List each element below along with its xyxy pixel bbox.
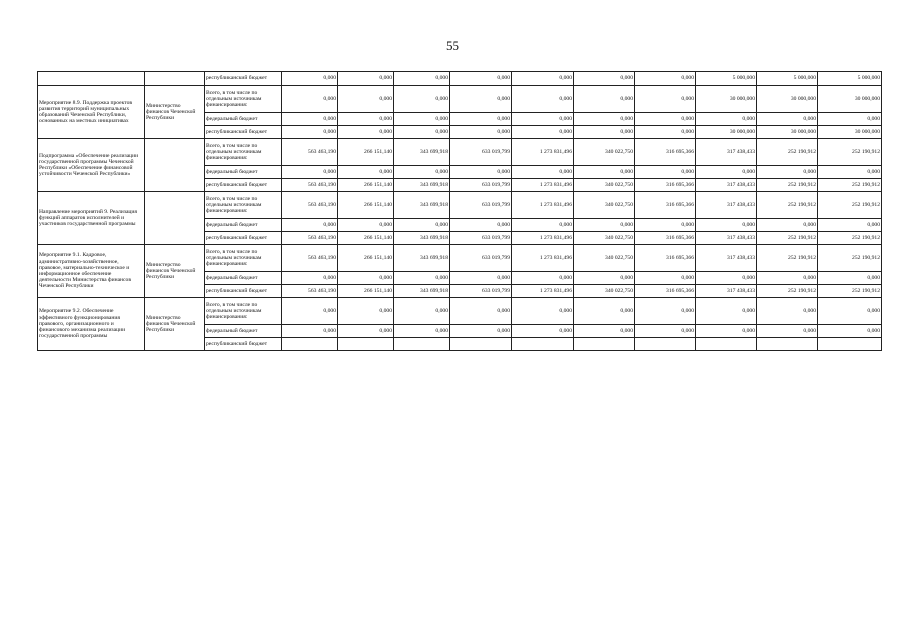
cell-value: 30 000,000 [696,126,757,139]
cell-value: 0,000 [338,166,394,179]
cell-value: 563 463,190 [282,245,338,272]
cell-value: 0,000 [818,298,882,325]
cell-value: 252 190,912 [818,179,882,192]
cell-value: 30 000,000 [696,86,757,113]
cell-value: 0,000 [394,325,450,338]
cell-value: 0,000 [338,325,394,338]
table-row [38,245,882,272]
cell-value: 0,000 [635,166,696,179]
cell-value: 0,000 [394,298,450,325]
cell-value: 633 019,799 [450,245,512,272]
cell-value: 563 463,190 [282,139,338,166]
cell-executor [145,192,205,245]
cell-value: 0,000 [338,272,394,285]
cell-value: 316 695,366 [635,139,696,166]
cell-value: 343 699,918 [394,192,450,219]
table-row [38,72,882,86]
cell-value: 0,000 [696,298,757,325]
cell-value [512,338,574,351]
cell-source: республиканский бюджет [205,285,282,298]
cell-value: 252 190,912 [818,192,882,219]
cell-value: 0,000 [574,219,635,232]
cell-value: 0,000 [282,272,338,285]
cell-value: 1 273 831,496 [512,192,574,219]
cell-value: 317 438,433 [696,285,757,298]
page-number: 55 [446,38,459,53]
cell-source: республиканский бюджет [205,126,282,139]
cell-value: 266 151,140 [338,285,394,298]
cell-value: 317 438,433 [696,245,757,272]
cell-value: 0,000 [394,126,450,139]
cell-value: 0,000 [282,166,338,179]
cell-source: федеральный бюджет [205,113,282,126]
cell-value: 633 019,799 [450,192,512,219]
cell-value: 0,000 [394,86,450,113]
cell-value: 0,000 [450,72,512,86]
cell-value: 0,000 [696,113,757,126]
cell-value: 0,000 [282,72,338,86]
cell-value: 1 273 831,496 [512,232,574,245]
cell-value: 0,000 [282,219,338,232]
cell-value: 5 000,000 [818,72,882,86]
cell-value: 633 019,799 [450,179,512,192]
cell-value: 0,000 [394,113,450,126]
cell-value: 343 699,918 [394,179,450,192]
cell-name [38,72,145,86]
cell-value: 252 190,912 [818,139,882,166]
cell-source: федеральный бюджет [205,272,282,285]
cell-value: 0,000 [512,166,574,179]
cell-name: Мероприятие 8.9. Поддержка проектов развития территорий муниципальных образований Чеченской Республики, основанных на местных инициативах [38,86,145,139]
table-row [38,86,882,113]
cell-executor: Министерство финансов Чеченской Республики [145,245,205,298]
cell-source: федеральный бюджет [205,325,282,338]
cell-value: 252 190,912 [757,245,818,272]
cell-executor [145,139,205,192]
cell-value [338,338,394,351]
cell-value: 340 022,750 [574,285,635,298]
cell-value: 0,000 [394,72,450,86]
cell-value: 0,000 [338,72,394,86]
cell-value: 266 151,140 [338,232,394,245]
budget-table [37,71,882,351]
cell-value: 0,000 [574,72,635,86]
budget-body [38,72,882,351]
cell-value: 0,000 [450,219,512,232]
table-row [38,139,882,166]
cell-source: республиканский бюджет [205,72,282,86]
cell-value: 30 000,000 [818,126,882,139]
cell-value: 0,000 [282,86,338,113]
cell-value: 1 273 831,496 [512,139,574,166]
cell-value: 0,000 [635,126,696,139]
cell-value: 563 463,190 [282,285,338,298]
cell-value: 0,000 [757,166,818,179]
cell-value: 266 151,140 [338,192,394,219]
cell-value: 252 190,912 [818,232,882,245]
cell-value: 0,000 [635,298,696,325]
cell-value: 0,000 [512,298,574,325]
cell-value [450,338,512,351]
cell-value: 0,000 [696,166,757,179]
cell-name: Мероприятие 9.2. Обеспечение эффективного функционирования правового, организационного и финансового механизма реализации государственной программы [38,298,145,351]
cell-value: 0,000 [696,325,757,338]
cell-value: 5 000,000 [757,72,818,86]
cell-value: 0,000 [757,298,818,325]
cell-value: 0,000 [512,72,574,86]
cell-value: 0,000 [394,166,450,179]
cell-value: 0,000 [512,325,574,338]
cell-value: 317 438,433 [696,192,757,219]
cell-value: 343 699,918 [394,139,450,166]
cell-value: 0,000 [282,126,338,139]
cell-value [574,338,635,351]
cell-value: 343 699,918 [394,285,450,298]
cell-value: 0,000 [635,113,696,126]
cell-value [282,338,338,351]
cell-value: 0,000 [450,272,512,285]
cell-value: 0,000 [696,272,757,285]
cell-value [818,338,882,351]
cell-value: 252 190,912 [757,179,818,192]
cell-value: 340 022,750 [574,192,635,219]
cell-value: 0,000 [635,272,696,285]
cell-value: 0,000 [338,126,394,139]
cell-value: 0,000 [450,113,512,126]
cell-value: 316 695,366 [635,245,696,272]
cell-value: 317 438,433 [696,232,757,245]
cell-value: 5 000,000 [696,72,757,86]
cell-executor: Министерство финансов Чеченской Республики [145,86,205,139]
cell-value: 0,000 [512,113,574,126]
cell-value: 343 699,918 [394,245,450,272]
cell-value: 0,000 [818,325,882,338]
cell-value: 0,000 [338,298,394,325]
cell-value: 316 695,366 [635,232,696,245]
cell-value [635,338,696,351]
cell-value: 0,000 [635,86,696,113]
cell-value: 0,000 [818,219,882,232]
cell-source: республиканский бюджет [205,179,282,192]
cell-value: 266 151,140 [338,139,394,166]
cell-value: 0,000 [635,325,696,338]
cell-value: 563 463,190 [282,179,338,192]
cell-value: 0,000 [282,113,338,126]
cell-value: 252 190,912 [818,245,882,272]
cell-value: 0,000 [338,86,394,113]
cell-value: 0,000 [574,86,635,113]
table-row [38,192,882,219]
cell-executor [145,72,205,86]
cell-value: 0,000 [338,219,394,232]
table-row [38,298,882,325]
cell-value: 0,000 [574,166,635,179]
cell-value: 343 699,918 [394,232,450,245]
cell-name: Подпрограмма «Обеспечение реализации государственной программы Чеченской Республики «Обеспечение финансовой устойчивости Чеченской Республики» [38,139,145,192]
cell-value: 0,000 [574,272,635,285]
cell-value: 0,000 [450,166,512,179]
cell-value [757,338,818,351]
cell-value: 0,000 [818,272,882,285]
cell-value: 0,000 [757,272,818,285]
cell-value: 0,000 [818,166,882,179]
cell-value: 0,000 [757,325,818,338]
cell-value: 0,000 [450,298,512,325]
cell-value: 340 022,750 [574,139,635,166]
cell-value: 252 190,912 [757,139,818,166]
cell-source: федеральный бюджет [205,219,282,232]
cell-value: 0,000 [757,219,818,232]
cell-value: 0,000 [338,113,394,126]
cell-source: федеральный бюджет [205,166,282,179]
cell-value: 0,000 [282,298,338,325]
cell-value: 0,000 [394,272,450,285]
cell-value: 30 000,000 [818,86,882,113]
cell-value: 0,000 [282,325,338,338]
cell-value: 0,000 [450,325,512,338]
cell-value: 0,000 [512,219,574,232]
cell-value: 340 022,750 [574,179,635,192]
cell-value: 1 273 831,496 [512,245,574,272]
cell-source: Всего, в том числе по отдельным источникам финансирования: [205,192,282,219]
cell-value: 0,000 [574,298,635,325]
cell-value: 0,000 [512,272,574,285]
cell-value: 0,000 [757,113,818,126]
cell-value: 563 463,190 [282,192,338,219]
cell-value: 30 000,000 [757,86,818,113]
cell-value: 317 438,433 [696,179,757,192]
cell-value: 563 463,190 [282,232,338,245]
cell-source: республиканский бюджет [205,338,282,351]
cell-value: 252 190,912 [757,285,818,298]
cell-value: 266 151,140 [338,179,394,192]
cell-value [394,338,450,351]
cell-value: 0,000 [574,113,635,126]
cell-source: Всего, в том числе по отдельным источникам финансирования: [205,245,282,272]
cell-name: Мероприятие 9.1. Кадровое, административно-хозяйственное, правовое, материально-техническое и информационное обеспечение деятельности Министерства финансов Чеченской Республики [38,245,145,298]
cell-value: 316 695,366 [635,285,696,298]
cell-value: 340 022,750 [574,232,635,245]
cell-value: 633 019,799 [450,139,512,166]
cell-value: 252 190,912 [757,192,818,219]
cell-value: 0,000 [450,126,512,139]
cell-value: 252 190,912 [757,232,818,245]
cell-source: Всего, в том числе по отдельным источникам финансирования: [205,86,282,113]
cell-value: 266 151,140 [338,245,394,272]
cell-value: 0,000 [512,86,574,113]
cell-value: 340 022,750 [574,245,635,272]
cell-value: 30 000,000 [757,126,818,139]
cell-name: Направление мероприятий 9. Реализация функций аппаратов исполнителей и участников государственной программы [38,192,145,245]
cell-value: 1 273 831,496 [512,179,574,192]
cell-value: 0,000 [635,219,696,232]
cell-value: 1 273 831,496 [512,285,574,298]
cell-value [696,338,757,351]
cell-source: Всего, в том числе по отдельным источникам финансирования: [205,298,282,325]
cell-value: 0,000 [512,126,574,139]
cell-value: 0,000 [394,219,450,232]
cell-value: 316 695,366 [635,192,696,219]
cell-source: республиканский бюджет [205,232,282,245]
cell-value: 0,000 [450,86,512,113]
cell-source: Всего, в том числе по отдельным источникам финансирования: [205,139,282,166]
cell-value: 633 019,799 [450,232,512,245]
cell-value: 252 190,912 [818,285,882,298]
cell-value: 0,000 [574,126,635,139]
cell-value: 0,000 [635,72,696,86]
cell-value: 633 019,799 [450,285,512,298]
cell-value: 0,000 [574,325,635,338]
cell-value: 317 438,433 [696,139,757,166]
cell-value: 0,000 [818,113,882,126]
cell-value: 0,000 [696,219,757,232]
cell-executor: Министерство финансов Чеченской Республики [145,298,205,351]
cell-value: 316 695,366 [635,179,696,192]
